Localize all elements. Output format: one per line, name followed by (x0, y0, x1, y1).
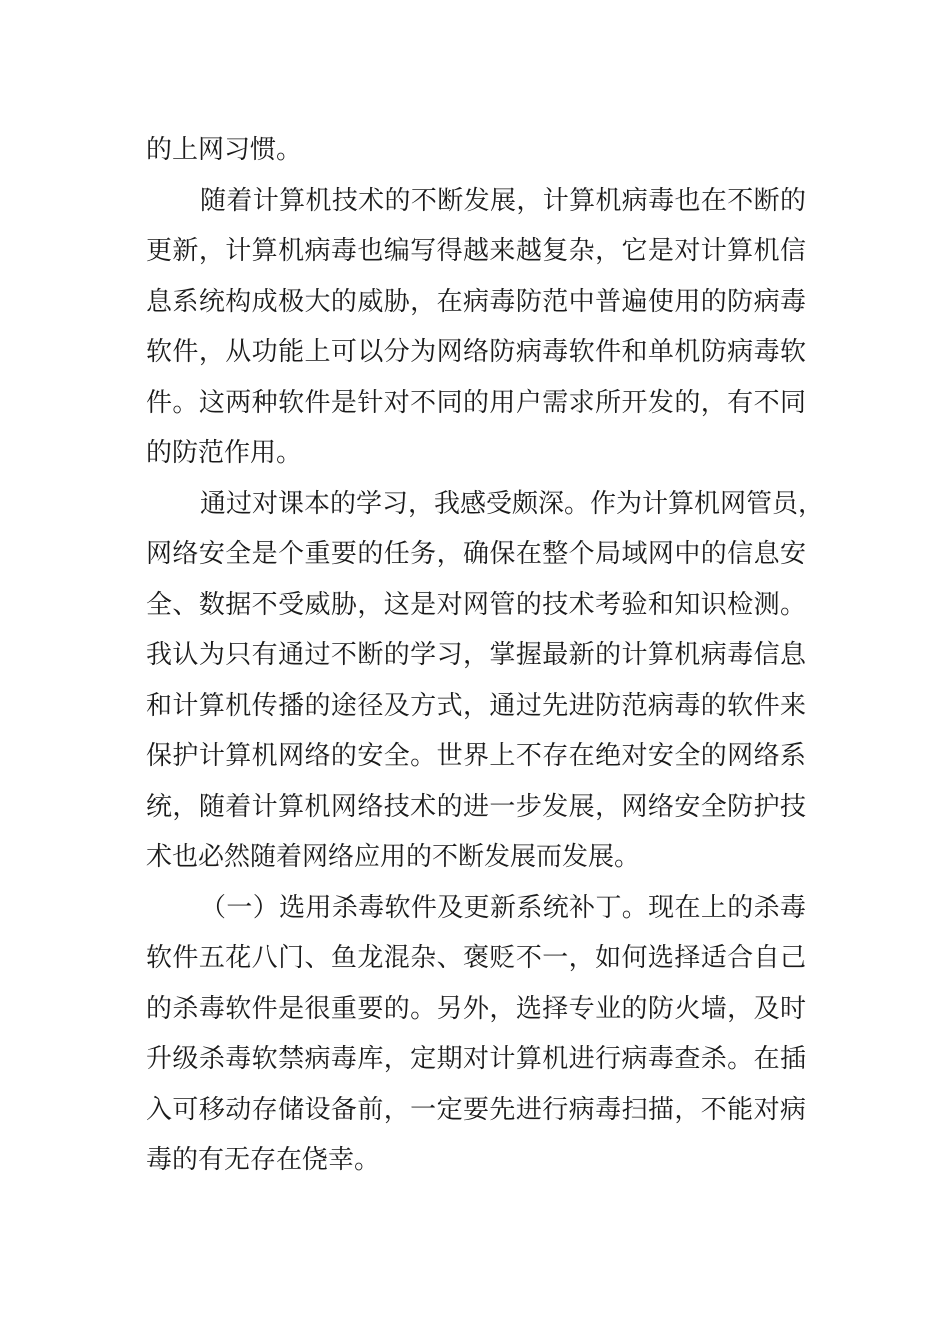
paragraph-line: 网络安全是个重要的任务，确保在整个局域网中的信息安 (146, 539, 806, 569)
paragraph-line: 和计算机传播的途径及方式，通过先进防范病毒的软件来 (146, 690, 806, 721)
paragraph-line: 毒的有无存在侥幸。 (146, 1145, 381, 1175)
paragraph-line: 通过对课本的学习，我感受颇深。作为计算机网管员， (200, 488, 825, 519)
paragraph-line: 的防范作用。 (146, 438, 303, 468)
paragraph-line: 的杀毒软件是很重要的。另外，选择专业的防火墙，及时 (146, 993, 806, 1024)
paragraph-line: 入可移动存储设备前，一定要先进行病毒扫描，不能对病 (146, 1094, 806, 1125)
paragraph-line: 息系统构成极大的威胁，在病毒防范中普遍使用的防病毒 (146, 286, 806, 317)
paragraph-line: 保护计算机网络的安全。世界上不存在绝对安全的网络系 (146, 741, 806, 771)
paragraph-line: 软件，从功能上可以分为网络防病毒软件和单机防病毒软 (146, 337, 806, 367)
paragraph-line: 软件五花八门、鱼龙混杂、褒贬不一，如何选择适合自己 (146, 943, 806, 973)
paragraph-line: 我认为只有通过不断的学习，掌握最新的计算机病毒信息 (146, 640, 806, 670)
paragraph-line: 升级杀毒软禁病毒库，定期对计算机进行病毒查杀。在插 (146, 1044, 806, 1074)
document-body (146, 125, 825, 1186)
paragraph-line: 件。这两种软件是针对不同的用户需求所开发的，有不同 (146, 387, 806, 418)
paragraph-line: （一）选用杀毒软件及更新系统补丁。现在上的杀毒 (200, 892, 806, 923)
paragraph-line: 全、数据不受威胁，这是对网管的技术考验和知识检测。 (146, 589, 806, 620)
paragraph-line: 统，随着计算机网络技术的进一步发展，网络安全防护技 (146, 791, 806, 822)
paragraph-line: 术也必然随着网络应用的不断发展而发展。 (146, 842, 641, 872)
paragraph-line: 更新，计算机病毒也编写得越来越复杂，它是对计算机信 (146, 236, 806, 266)
paragraph-line: 随着计算机技术的不断发展，计算机病毒也在不断的 (200, 185, 806, 216)
paragraph-line: 的上网习惯。 (146, 135, 303, 165)
